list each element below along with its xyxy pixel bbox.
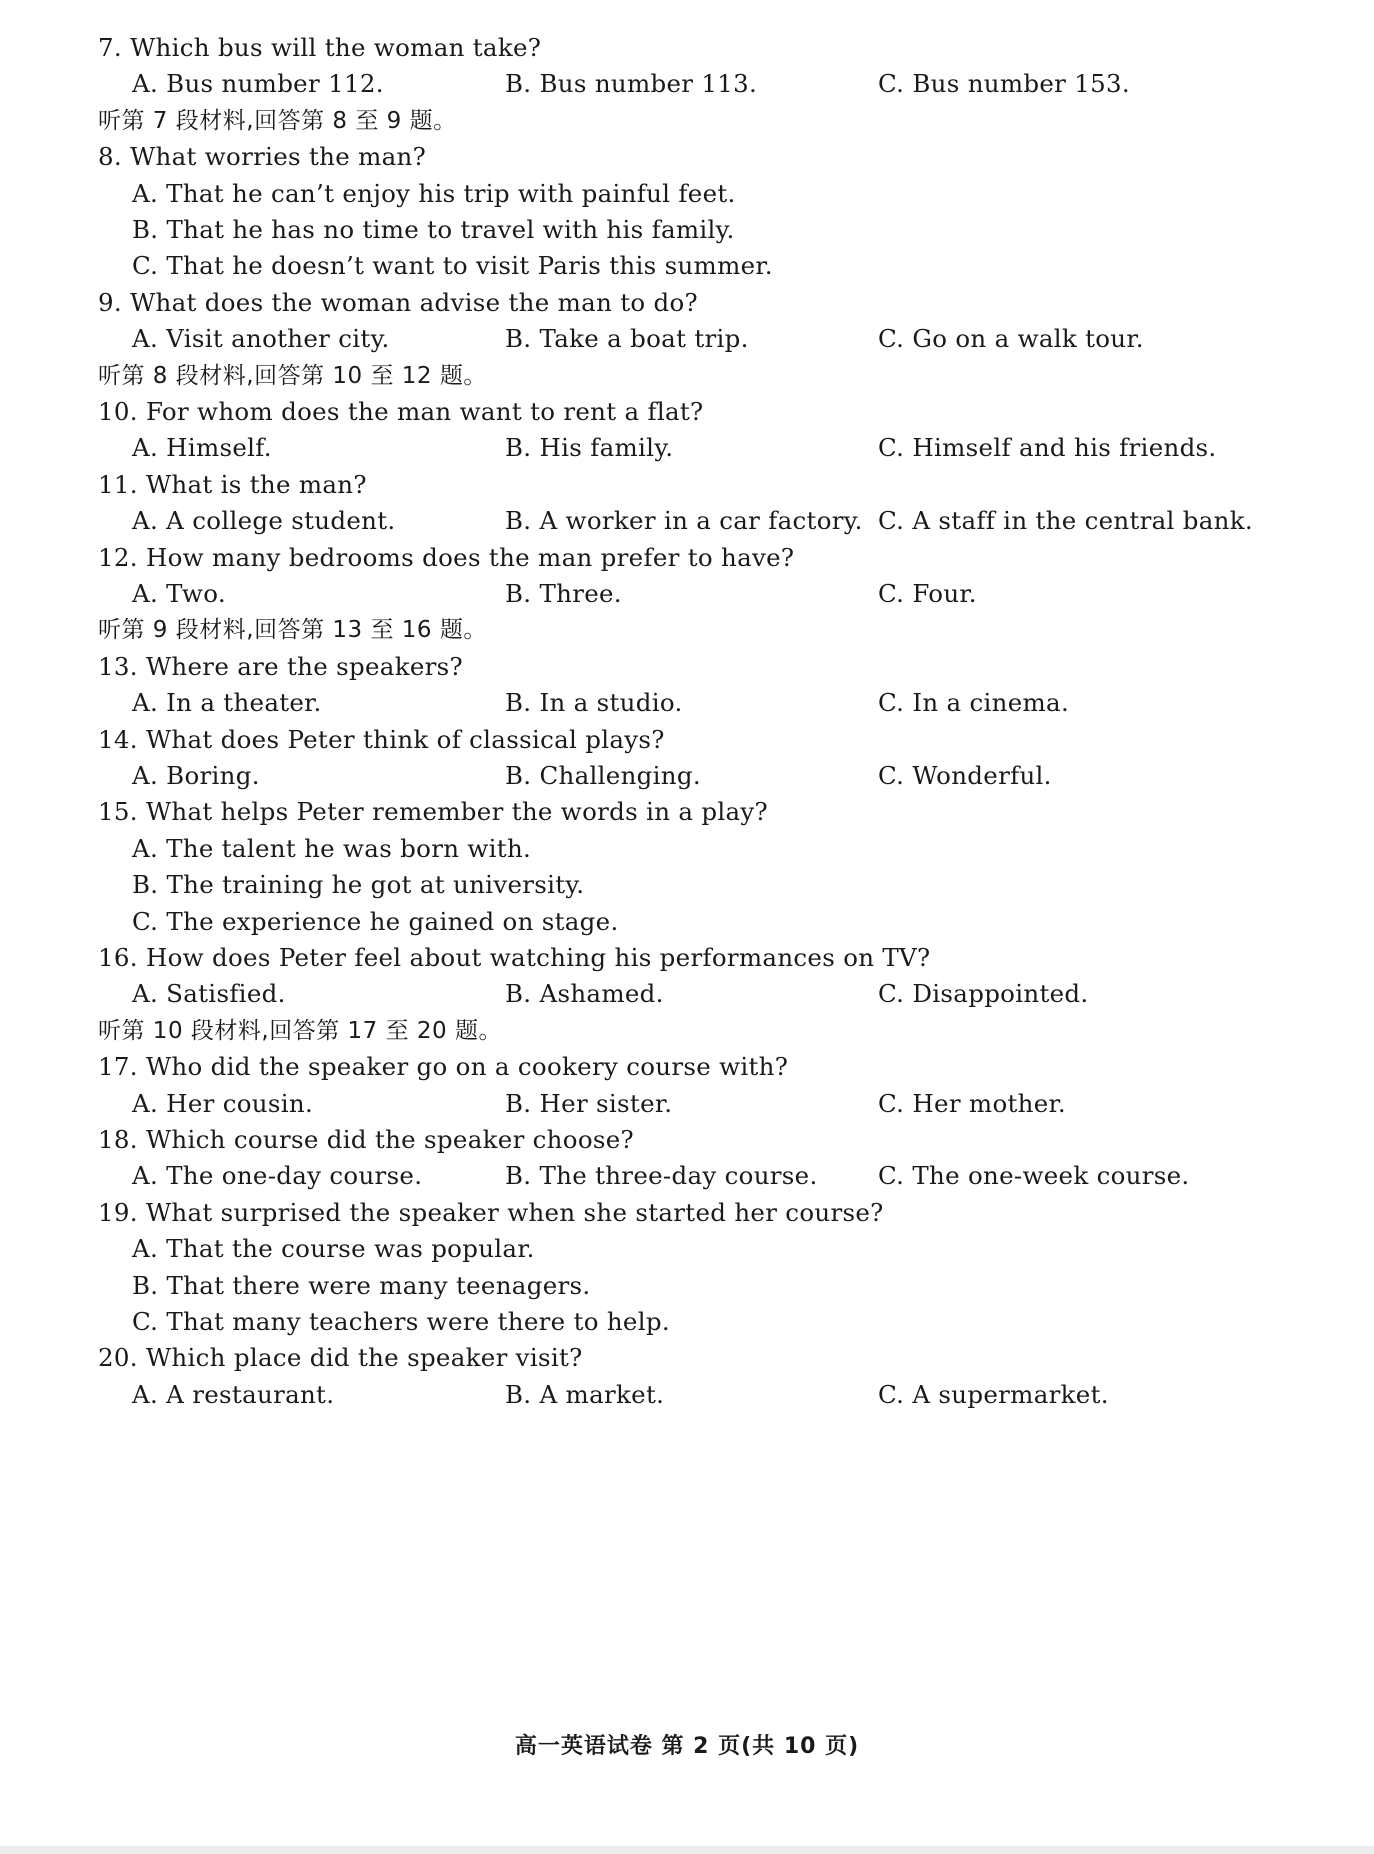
option-c: C. Her mother. (878, 1089, 1066, 1118)
answer-option: B. That there were many teenagers. (132, 1271, 591, 1300)
option-a: A. The one-day course. (132, 1161, 423, 1190)
answer-option: B. The training he got at university. (132, 870, 585, 899)
option-c: C. Disappointed. (878, 979, 1089, 1008)
answer-option: A. The talent he was born with. (132, 834, 532, 863)
option-a: A. A restaurant. (132, 1380, 335, 1409)
option-b: B. A market. (505, 1380, 665, 1409)
question-text: 10. For whom does the man want to rent a flat? (98, 397, 704, 426)
answer-option: A. That the course was popular. (132, 1234, 535, 1263)
section-instruction: 听第 8 段材料,回答第 10 至 12 题。 (98, 363, 487, 389)
option-c: C. The one-week course. (878, 1161, 1190, 1190)
option-b: B. His family. (505, 433, 674, 462)
option-a: A. Two. (132, 579, 226, 608)
option-c: C. Four. (878, 579, 977, 608)
option-b: B. In a studio. (505, 688, 683, 717)
option-b: B. Three. (505, 579, 622, 608)
option-b: B. Bus number 113. (505, 69, 758, 98)
question-text: 18. Which course did the speaker choose? (98, 1125, 634, 1154)
option-c: C. A staff in the central bank. (878, 506, 1253, 535)
answer-option: C. That he doesn’t want to visit Paris this summer. (132, 251, 773, 280)
option-a: A. Bus number 112. (132, 69, 384, 98)
question-text: 8. What worries the man? (98, 142, 427, 171)
question-text: 12. How many bedrooms does the man prefer to have? (98, 543, 795, 572)
section-instruction: 听第 10 段材料,回答第 17 至 20 题。 (98, 1018, 502, 1044)
page-footer: 高一英语试卷 第 2 页(共 10 页) (514, 1734, 860, 1759)
option-a: A. Himself. (132, 433, 272, 462)
option-a: A. Visit another city. (132, 324, 390, 353)
question-text: 19. What surprised the speaker when she started her course? (98, 1198, 884, 1227)
question-text: 13. Where are the speakers? (98, 652, 463, 681)
option-b: B. Her sister. (505, 1089, 673, 1118)
answer-option: A. That he can’t enjoy his trip with painful feet. (132, 179, 736, 208)
answer-option: B. That he has no time to travel with his family. (132, 215, 735, 244)
question-text: 15. What helps Peter remember the words in a play? (98, 797, 768, 826)
option-b: B. The three-day course. (505, 1161, 818, 1190)
option-c: C. Go on a walk tour. (878, 324, 1144, 353)
section-instruction: 听第 7 段材料,回答第 8 至 9 题。 (98, 108, 457, 134)
scan-bottom-edge (0, 1846, 1374, 1854)
option-c: C. Himself and his friends. (878, 433, 1217, 462)
question-text: 17. Who did the speaker go on a cookery course with? (98, 1052, 789, 1081)
option-b: B. Challenging. (505, 761, 701, 790)
option-a: A. Satisfied. (132, 979, 286, 1008)
option-b: B. A worker in a car factory. (505, 506, 863, 535)
option-b: B. Take a boat trip. (505, 324, 749, 353)
option-c: C. In a cinema. (878, 688, 1070, 717)
option-a: A. A college student. (132, 506, 396, 535)
answer-option: C. That many teachers were there to help. (132, 1307, 670, 1336)
answer-option: C. The experience he gained on stage. (132, 907, 619, 936)
option-a: A. In a theater. (132, 688, 322, 717)
option-c: C. Wonderful. (878, 761, 1052, 790)
section-instruction: 听第 9 段材料,回答第 13 至 16 题。 (98, 617, 487, 643)
question-text: 9. What does the woman advise the man to do? (98, 288, 698, 317)
option-a: A. Boring. (132, 761, 260, 790)
question-text: 11. What is the man? (98, 470, 367, 499)
option-a: A. Her cousin. (132, 1089, 314, 1118)
question-text: 20. Which place did the speaker visit? (98, 1343, 583, 1372)
option-c: C. Bus number 153. (878, 69, 1131, 98)
question-text: 7. Which bus will the woman take? (98, 33, 542, 62)
question-text: 14. What does Peter think of classical plays? (98, 725, 665, 754)
option-c: C. A supermarket. (878, 1380, 1109, 1409)
question-text: 16. How does Peter feel about watching his performances on TV? (98, 943, 931, 972)
option-b: B. Ashamed. (505, 979, 664, 1008)
